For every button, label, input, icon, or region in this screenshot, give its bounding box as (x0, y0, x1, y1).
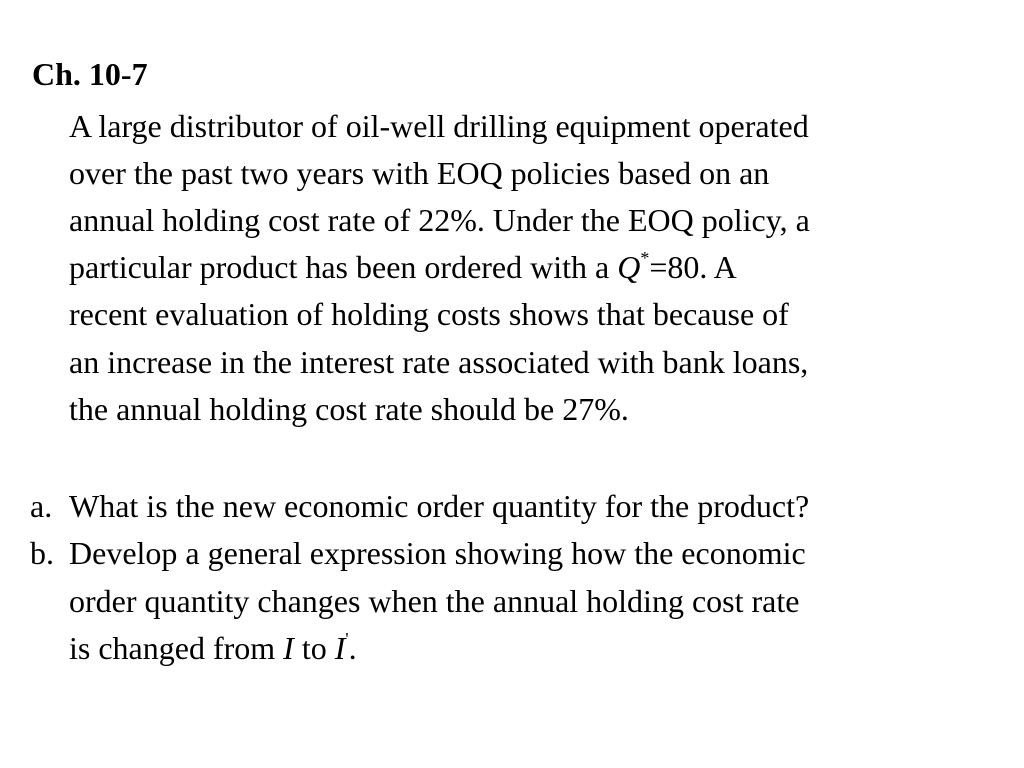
question-b-line-3 (69, 626, 357, 670)
i-variable: I (283, 630, 294, 666)
line4-text-after: =80. A (649, 249, 737, 285)
problem-line-1: A large distributor of oil-well drilling equipment operated (69, 108, 809, 144)
question-a-text: What is the new economic order quantity for the product? (69, 488, 810, 524)
problem-line-2: over the past two years with EOQ policies based on an (69, 155, 770, 191)
question-b-line3-end: . (348, 630, 357, 666)
chapter-heading: Ch. 10-7 (32, 56, 148, 92)
question-b-label: b. (30, 535, 54, 571)
problem-line-3: annual holding cost rate of 22%. Under the EOQ policy, a (69, 202, 810, 238)
question-b-line-2: order quantity changes when the annual holding cost rate (69, 583, 800, 619)
prime-superscript: ' (345, 629, 349, 650)
question-a-label: a. (30, 488, 53, 524)
question-b-line-1: Develop a general expression showing how the economic (69, 535, 806, 571)
question-b-line3-before: is changed from (69, 630, 284, 666)
problem-line-4 (69, 245, 737, 289)
question-b-line3-mid: to (293, 630, 335, 666)
q-superscript: * (640, 248, 650, 269)
q-variable: Q (617, 249, 641, 285)
line4-text-before: particular product has been ordered with a (69, 249, 618, 285)
problem-line-5: recent evaluation of holding costs shows that because of (69, 296, 789, 332)
i-prime-variable: I (334, 630, 346, 666)
problem-line-7: the annual holding cost rate should be 27%. (69, 391, 629, 427)
problem-line-6: an increase in the interest rate associated with bank loans, (69, 344, 809, 380)
